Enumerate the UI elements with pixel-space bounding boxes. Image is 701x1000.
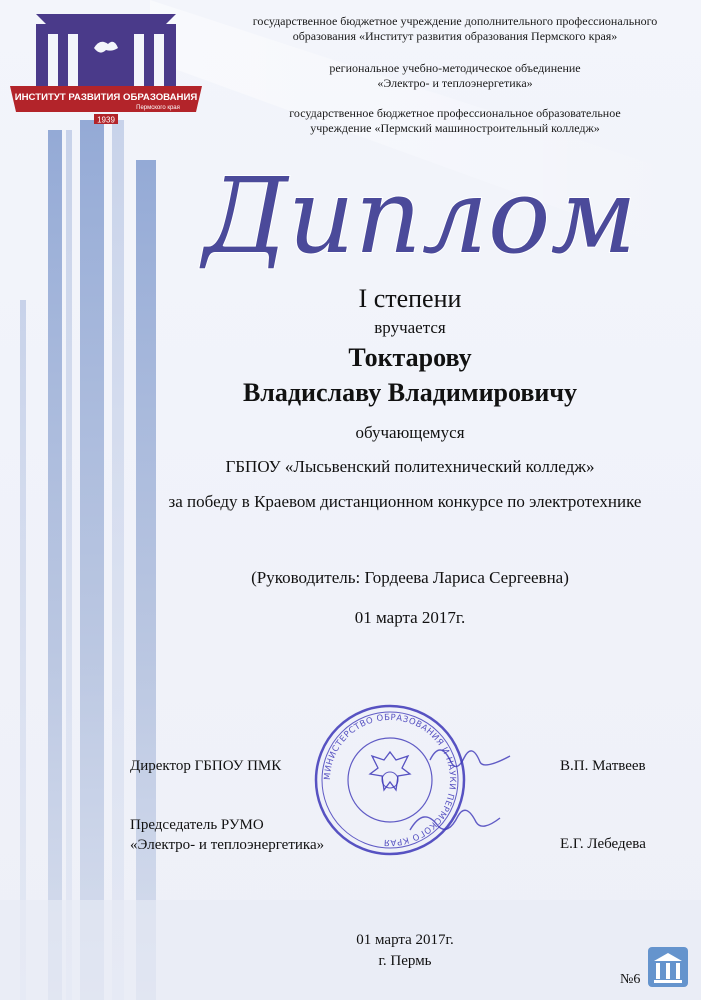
stripe	[48, 130, 62, 1000]
footer-date: 01 марта 2017г.	[356, 932, 454, 948]
award-date: 01 марта 2017г.	[354, 608, 466, 627]
recipient-surname: Токтарову	[348, 343, 472, 372]
stamp-ring-text: МИНИСТЕРСТВО ОБРАЗОВАНИЯ И НАУКИ ПЕРМСКОГО КРАЯ	[322, 712, 458, 848]
stripe	[66, 130, 72, 1000]
recipient-given-names: Владиславу Владимировичу	[242, 378, 578, 407]
diploma-title-text: Диплом	[203, 160, 637, 277]
header-org2-line2: «Электро- и теплоэнергетика»	[377, 76, 533, 90]
signatory-2-role-line2: «Электро- и теплоэнергетика»	[130, 837, 325, 853]
institute-logo	[6, 4, 206, 134]
signatory-2-role	[130, 815, 324, 855]
logo-region: Пермского края	[136, 105, 180, 111]
signatory-2-role-line1: Председатель РУМО	[130, 817, 264, 833]
signature-marks	[390, 720, 530, 860]
diploma-number: №6	[620, 972, 641, 987]
header-org3-line1: государственное бюджетное профессиональное образовательное	[289, 106, 621, 120]
signatory-1-name: В.П. Матвеев	[560, 758, 646, 774]
header-org1-line2: образования «Институт развития образования Пермского края»	[292, 29, 618, 43]
footer	[240, 930, 570, 972]
signatory-2-name: Е.Г. Лебедева	[560, 836, 646, 852]
student-label: обучающемуся	[355, 423, 465, 442]
logo-name: ИНСТИТУТ РАЗВИТИЯ ОБРАЗОВАНИЯ	[14, 92, 198, 103]
college-name: ГБПОУ «Лысьвенский политехнический колледж»	[225, 457, 595, 476]
degree: I степени	[358, 284, 462, 313]
logo-building	[36, 14, 176, 24]
stripe	[112, 120, 124, 1000]
header-org3-line2: учреждение «Пермский машиностроительный колледж»	[310, 121, 600, 135]
header-org2	[215, 61, 695, 91]
logo-year: 1939	[97, 115, 115, 125]
footer-city: г. Пермь	[378, 953, 432, 969]
college-corner-logo	[646, 945, 690, 989]
signatory-1-role: Директор ГБПОУ ПМК	[130, 758, 282, 774]
awarded-text: вручается	[374, 318, 446, 337]
award-reason: за победу в Краевом дистанционном конкурсе по электротехнике	[168, 492, 642, 511]
signature-1	[430, 750, 510, 767]
diploma-title	[160, 160, 680, 280]
header-org2-line1: региональное учебно-методическое объединение	[329, 61, 581, 75]
header-org1	[215, 14, 695, 44]
stripe	[80, 120, 104, 1000]
signature-2	[410, 810, 500, 830]
header-org1-line1: государственное бюджетное учреждение дополнительного профессионального	[252, 14, 658, 28]
supervisor: (Руководитель: Гордеева Лариса Сергеевна)	[251, 568, 569, 587]
stripe	[20, 300, 26, 1000]
header-org3	[215, 106, 695, 136]
